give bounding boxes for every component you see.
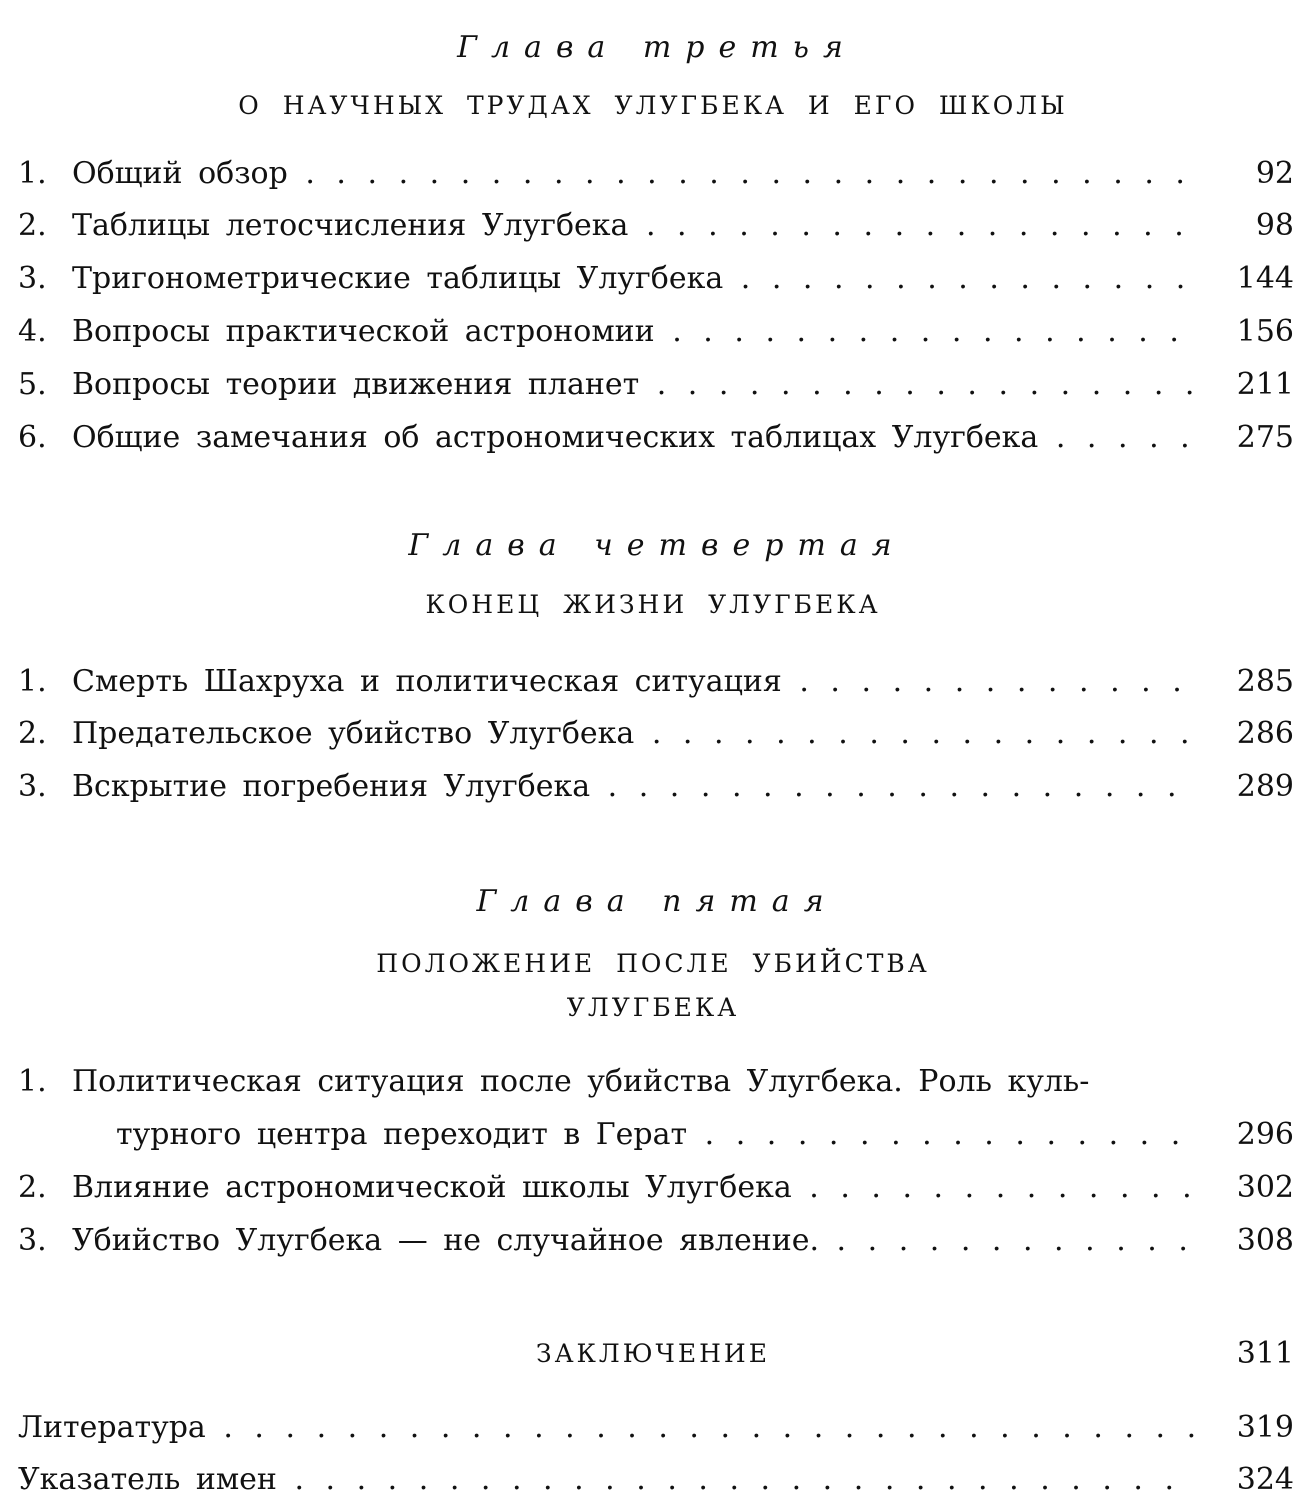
conclusion-title[interactable]: ЗАКЛЮЧЕНИЕ [536, 1339, 770, 1368]
toc-entry-number: 5. [18, 367, 47, 402]
toc-entry-page: 324 [1236, 1462, 1294, 1497]
toc-entry-page: 144 [1236, 261, 1294, 296]
conclusion-page: 311 [1236, 1336, 1294, 1371]
toc-entry-title: Политическая ситуация после убийства Улугбека. Роль куль- [72, 1064, 1090, 1099]
toc-entry-number: 2. [18, 716, 47, 751]
toc-entry-page: 156 [1236, 314, 1294, 349]
toc-entry[interactable] [18, 200, 1294, 252]
toc-entry-continuation[interactable] [18, 1109, 1294, 1161]
toc-entry-title: Общие замечания об астрономических таблицах Улугбека . . . [72, 412, 1198, 464]
chapter-four-title: КОНЕЦ ЖИЗНИ УЛУГБЕКА [425, 590, 881, 619]
toc-entry-page: 308 [1236, 1223, 1294, 1258]
chapter-five-label: Глава пятая [476, 884, 838, 919]
toc-entry-title: Тригонометрические таблицы Улугбека . . . [72, 253, 1198, 305]
toc-entry-title: Вскрытие погребения Улугбека . . . [72, 761, 1198, 813]
toc-entry-number: 6. [18, 420, 47, 455]
toc-entry[interactable] [18, 1215, 1294, 1267]
toc-entry-name-index[interactable] [18, 1454, 1294, 1506]
toc-entry-number: 2. [18, 208, 47, 243]
toc-entry-page: 211 [1236, 367, 1294, 402]
toc-entry[interactable] [18, 359, 1294, 411]
toc-entry-title: Вопросы практической астрономии . . . [72, 306, 1198, 358]
toc-entry[interactable] [18, 761, 1294, 813]
toc-entry-number: 1. [18, 156, 47, 191]
toc-entry-title: Таблицы летосчисления Улугбека . . . [72, 200, 1198, 252]
chapter-four-label: Глава четвертая [408, 528, 906, 563]
toc-entry[interactable] [18, 253, 1294, 305]
toc-entry-number: 4. [18, 314, 47, 349]
toc-entry[interactable] [18, 1162, 1294, 1214]
toc-entry[interactable] [18, 148, 1294, 200]
toc-entry-title: турного центра переходит в Герат . . . [116, 1109, 1198, 1161]
toc-entry-title: Литература . . . [18, 1402, 1198, 1454]
toc-entry-page: 302 [1236, 1170, 1294, 1205]
toc-entry-page: 285 [1236, 664, 1294, 699]
toc-entry-page: 98 [1255, 208, 1294, 243]
toc-entry-number: 1. [18, 1064, 47, 1099]
toc-entry-page: 286 [1236, 716, 1294, 751]
toc-entry-title: Общий обзор . . . [72, 148, 1198, 200]
toc-entry-number: 3. [18, 769, 47, 804]
toc-entry-title: Указатель имен . . . [18, 1454, 1198, 1506]
toc-entry-number: 3. [18, 1223, 47, 1258]
toc-entry-number: 2. [18, 1170, 47, 1205]
chapter-three-title: О НАУЧНЫХ ТРУДАХ УЛУГБЕКА И ЕГО ШКОЛЫ [238, 91, 1068, 120]
toc-entry-title: Влияние астрономической школы Улугбека . . . [72, 1162, 1198, 1214]
toc-entry-title: Смерть Шахруха и политическая ситуация . . . [72, 656, 1198, 708]
toc-entry-page: 289 [1236, 769, 1294, 804]
toc-entry-page: 319 [1236, 1410, 1294, 1445]
toc-entry-first-line[interactable] [18, 1056, 1294, 1108]
chapter-three-label: Глава третья [457, 30, 857, 65]
toc-entry-title: Предательское убийство Улугбека . . . [72, 708, 1198, 760]
toc-entry-number: 3. [18, 261, 47, 296]
toc-entry-page: 296 [1236, 1117, 1294, 1152]
toc-entry-literature[interactable] [18, 1402, 1294, 1454]
toc-entry[interactable] [18, 306, 1294, 358]
toc-entry-title: Убийство Улугбека — не случайное явление. . . . [72, 1215, 1198, 1267]
toc-entry[interactable] [18, 656, 1294, 708]
toc-entry-title: Вопросы теории движения планет . . . [72, 359, 1198, 411]
chapter-five-title-line1: ПОЛОЖЕНИЕ ПОСЛЕ УБИЙСТВА [376, 949, 930, 978]
toc-entry-number: 1. [18, 664, 47, 699]
toc-entry[interactable] [18, 708, 1294, 760]
toc-entry-page: 275 [1236, 420, 1294, 455]
chapter-five-title-line2: УЛУГБЕКА [566, 993, 740, 1022]
toc-entry[interactable] [18, 412, 1294, 464]
toc-entry-page: 92 [1255, 156, 1294, 191]
